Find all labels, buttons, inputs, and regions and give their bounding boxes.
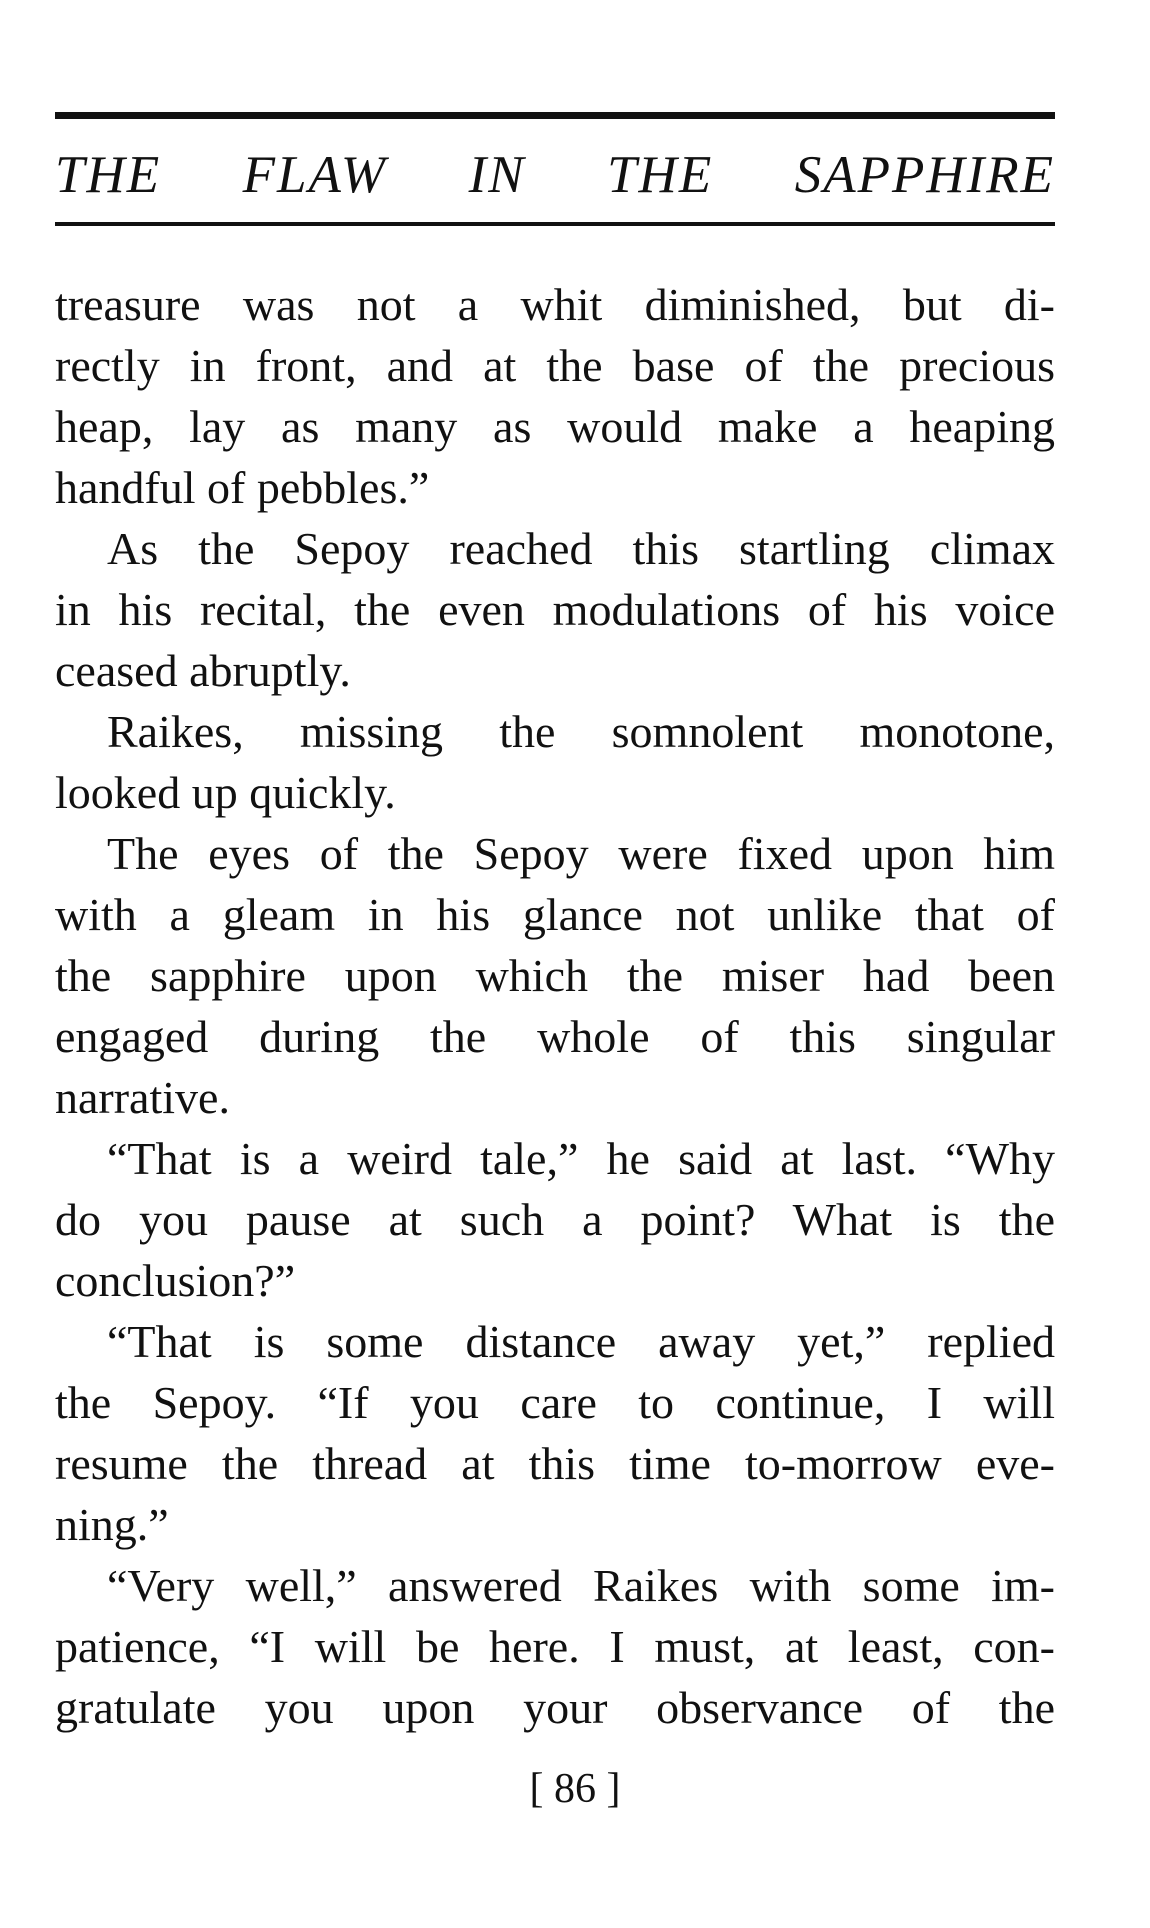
text-line: gratulate you upon your observance of the [55, 1682, 1055, 1733]
text-line: handful of pebbles.” [55, 462, 430, 513]
text-line: do you pause at such a point? What is the [55, 1194, 1055, 1245]
text-line: treasure was not a whit diminished, but di- [55, 279, 1055, 330]
page-number: [ 86 ] [529, 1766, 621, 1812]
running-head [55, 140, 1055, 210]
text-line: resume the thread at this time to-morrow eve- [55, 1438, 1055, 1489]
text-line: “That is a weird tale,” he said at last. “Why [107, 1133, 1055, 1184]
text-line: rectly in front, and at the base of the precious [55, 340, 1055, 391]
running-head-word: THE [55, 146, 162, 204]
text-line: narrative. [55, 1072, 230, 1123]
text-line: conclusion?” [55, 1255, 296, 1306]
text-line: patience, “I will be here. I must, at least, con- [55, 1621, 1055, 1672]
text-line: with a gleam in his glance not unlike that of [55, 889, 1055, 940]
text-line: As the Sepoy reached this startling climax [107, 523, 1055, 574]
text-line: engaged during the whole of this singular [55, 1011, 1055, 1062]
text-line: ning.” [55, 1499, 169, 1550]
text-line: the sapphire upon which the miser had been [55, 950, 1055, 1001]
running-head-word: IN [468, 146, 526, 204]
text-line: “That is some distance away yet,” replied [107, 1316, 1055, 1367]
text-line: looked up quickly. [55, 767, 396, 818]
text-line: Raikes, missing the somnolent monotone, [107, 706, 1055, 757]
text-line: in his recital, the even modulations of his voice [55, 584, 1055, 635]
running-head-word: THE [607, 146, 714, 204]
text-line: The eyes of the Sepoy were fixed upon him [107, 828, 1055, 879]
body-text [55, 274, 1055, 1738]
text-line: the Sepoy. “If you care to continue, I will [55, 1377, 1055, 1428]
header-rule-bottom [55, 222, 1055, 226]
running-head-word: SAPPHIRE [794, 146, 1055, 204]
running-head-word: FLAW [242, 146, 388, 204]
text-line: heap, lay as many as would make a heaping [55, 401, 1055, 452]
text-line: ceased abruptly. [55, 645, 351, 696]
text-line: “Very well,” answered Raikes with some im- [107, 1560, 1055, 1611]
header-rule-top [55, 112, 1055, 119]
